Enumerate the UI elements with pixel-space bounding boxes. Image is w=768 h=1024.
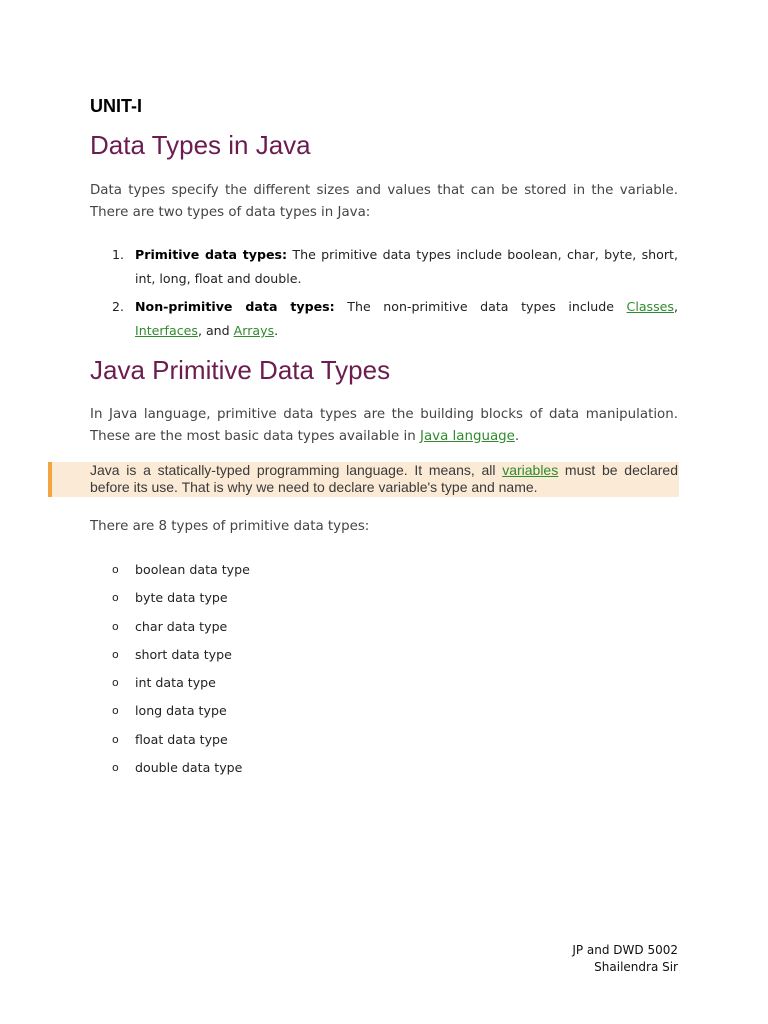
primitive-intro-paragraph [90, 404, 678, 447]
page-footer [572, 942, 678, 976]
list-term: Non-primitive data types: [135, 299, 335, 314]
list-item [90, 295, 678, 343]
bullet-icon: o [112, 761, 119, 775]
data-type-categories-list [90, 243, 678, 347]
heading-data-types: Data Types in Java [90, 130, 311, 160]
bullet-icon: o [112, 619, 119, 633]
bullet-icon: o [112, 704, 119, 718]
list-item [90, 558, 250, 586]
callout-text-before: Java is a statically-typed programming language. It means, all [90, 462, 503, 478]
classes-link[interactable]: Classes [626, 299, 674, 314]
footer-author: Shailendra Sir [594, 960, 678, 974]
type-name: float data type [135, 731, 228, 747]
list-item [90, 586, 250, 614]
intro-paragraph: Data types specify the different sizes and values that can be stored in the variable. There are two types of data types in Java: [90, 183, 678, 220]
bullet-icon: o [112, 591, 119, 605]
list-item [90, 243, 678, 291]
list-item [90, 728, 250, 756]
list-number: 2. [112, 299, 125, 314]
list-text: The primitive data types include boolean, char, byte, short, int, long, float and double. [135, 247, 678, 286]
footer-course: JP and DWD 5002 [572, 943, 678, 957]
primitive-types-list [90, 558, 250, 784]
java-language-link[interactable]: Java language [420, 428, 515, 444]
list-item [90, 615, 250, 643]
note-callout-text [90, 462, 678, 496]
heading-primitive-types: Java Primitive Data Types [90, 355, 391, 385]
bullet-icon: o [112, 676, 119, 690]
callout-text-after: must be declared before its use. That is why we need to declare variable's type and name. [90, 462, 678, 495]
list-item [90, 699, 250, 727]
list-number: 1. [112, 247, 125, 262]
variables-link[interactable]: variables [502, 462, 559, 478]
type-name: short data type [135, 646, 232, 662]
unit-label: UNIT-I [90, 96, 142, 116]
primitive-count-paragraph: There are 8 types of primitive data types: [90, 519, 370, 534]
type-name: int data type [135, 675, 216, 691]
type-name: byte data type [135, 590, 228, 606]
list-term: Primitive data types: [135, 247, 288, 262]
list-item [90, 643, 250, 671]
bullet-icon: o [112, 647, 119, 661]
separator: , and [197, 323, 234, 338]
list-item [90, 756, 250, 784]
type-name: double data type [135, 760, 243, 776]
type-name: long data type [135, 703, 227, 719]
bullet-icon: o [112, 732, 119, 746]
list-text: The non-primitive data types include [334, 299, 627, 314]
bullet-icon: o [112, 563, 119, 576]
type-name: char data type [135, 618, 228, 634]
list-item [90, 671, 250, 699]
paragraph-end: . [514, 428, 520, 444]
list-end: . [274, 323, 279, 338]
arrays-link[interactable]: Arrays [233, 323, 275, 338]
interfaces-link[interactable]: Interfaces [135, 323, 198, 338]
separator: , [674, 299, 679, 314]
type-name: boolean data type [135, 562, 250, 577]
paragraph-text: In Java language, primitive data types are the building blocks of data manipulation. These are the most basic data types available in [90, 407, 678, 444]
